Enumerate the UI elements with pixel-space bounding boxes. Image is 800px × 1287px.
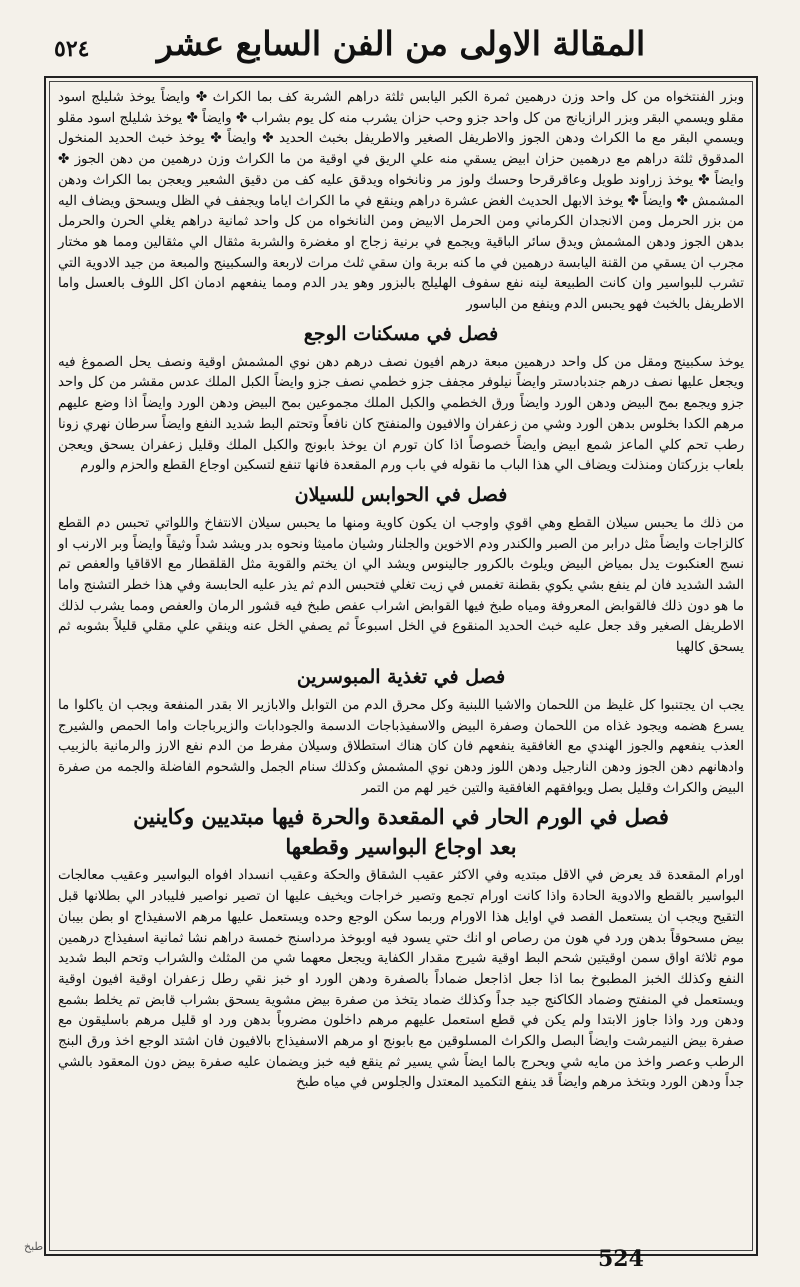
running-title: المقالة الاولى من الفن السابع عشر bbox=[156, 24, 646, 63]
section-title-line-2: بعد اوجاع البواسير وقطعها bbox=[285, 834, 517, 860]
paragraph-pain-relievers: يوخذ سكبينج ومقل من كل واحد درهمين مبعة درهم افيون نصف درهم دهن نوي المشمش اوقية ونصف يحل الصموغ فيه ويجعل عليها نصف درهم جندبادستر وايضاً نيلوفر مجفف جزو خطمي نصف جزو وايضاً الكبل الملك عدس مقشر من كل واحد جزو ويجمع بمح البيض ودهن الورد وايضاً ورق الخطمي والكبل الملك مجموعين بمح البيض ودهن الورد وايضاً اذا وضع عليهم مرهم الكدا بخلوس بدهن الورد وشي من زعفران والافيون والمنفتح كان نافعاً وتحتم البط شديد النفع وايضاً سرطان نهري زونا رطب تحم كلي الماعز شمع ابيض وايضاً خصوصاً اذا كان تورم ان يوخذ بابونج والكبل الملك وقليل زعفران يسحق ويعجن بلعاب بزركتان ومنذلت ويضاف الي هذا الباب ما نقوله في باب ورم المقعدة فانها تنفع لتسكين اوجاع القطع والحزم والورم bbox=[58, 354, 744, 474]
text-body bbox=[58, 88, 744, 1094]
paragraph-remedies: وبزر الفنتخواه من كل واحد وزن درهمين ثمرة الكبر اليابس ثلثة دراهم الشربة كف بما الكراث ✤ وايضاً يوخذ شليلج اسود مقلو ويسمي البقر وبزر الرازيانج من كل واحد جزو وحب حزان يشرب منه كل يوم بشراب ✤ وايضاً ✤ يوخذ شليلج اسود مقلو ويسمي البقر مع ما الكراث ودهن الجوز والاطريفل الصغير والاطريفل بخبث الحديد ✤ وايضاً ✤ يوخذ خبث الحديد المنخول المدقوق ثلثة دراهم مع درهمين حزان ابيض يسقي منه علي الريق في اوقية من ما الكراث وزن درهمين من دهن الجوز ✤ وايضاً ✤ يوخذ زراوند طويل وعاقرقرحا وحسك ولوز مر ونانخواه ويدقق عليه كف من دقيق الشعير ويعجن بما الكراث ودهن المشمش ✤ وايضاً ✤ يوخذ الابهل الحديث الغض عشرة دراهم وينقع في ما الكراث اياما ويجفف في الظل ويسحق ويضاف اليه من بزر الحرمل ومن الانجدان الكرماني ومن الحرمل الابيض ومن النانخواه من كل واحد ثمانية دراهم يغلي الحرن والحرمل بدهن الجوز ودهن المشمش ويدق سائر الباقية ويجمع في برنية زجاج او مغضرة والشربة مثقال الي مثقالين ومما هو مختار مجرب ان يسقي من القنة اليابسة درهمين في ما كنه بربة وان سقي ثلث مرات لاربعة والسكبينج والمبعة من جيد الادوية التي تشرب للبواسير وان كانت الطبيعة لينه نفع سفوف الهليلج بالبزور وهو يدر الدم ومما ينفعهم ادمان اكل اللوف بالعسل واما الاطريفل بالخبث فهو يحبس الدم وينفع من الباسور bbox=[58, 90, 744, 313]
section-title-diet: فصل في تغذية المبوسرين bbox=[296, 665, 506, 688]
paragraph-styptics: من ذلك ما يحبس سيلان القطع وهي اقوي واوجب ان يكون كاوية ومنها ما يحبس سيلان الانتفاخ واللواتي تحبس دم القطع كالزاجات وايضاً مثل درابر من الصبر والكندر ودم الاخوين والجلنار وشيان ماميثا ونحوه بدر ويشد شداً وثيقاً وايضاً وبر الارنب او نسج العنكبوت يدل بمياض البيض ويلوث بالكرور جالينوس ويشد الي ان يختم والقوية مثل القلقطار مع الاقاقيا والعفص تم الشد الشديد فان لم ينفع بشي يكوي بقطنة تغمس في زيت تغلي فتحبس الدم ثم يذر عليه الحابسة وفي هذا خطر التشنج واما ما هو دون ذلك فالقوابض المعروفة ومياه طبخ فيها القوابض اشراب عفص طبخ فيه قشور الرمان والعفص ومما يشرب لذلك الاطريفل الصغير وقد جعل عليه خبث الحديد المنقوع في الخل اسبوعاً ثم يصفي الخل عنه وينقي علي مقلي قليلاً بشوبه ثم يسحق كالهبا bbox=[58, 515, 744, 656]
section-title-styptics: فصل في الحوابس للسيلان bbox=[294, 483, 508, 506]
catchword: طبخ bbox=[24, 1240, 44, 1253]
text-frame bbox=[44, 76, 758, 1256]
paragraph-diet: يجب ان يجتنبوا كل غليظ من اللحمان والاشيا اللبنية وكل محرق الدم من التوابل والابازير الا بقدر المنفعة ويجب ان ياكلوا ما يسرع هضمه ويجود غذاه من اللحمان وصفرة البيض والاسفيذباجات الدسمة والجودابات والزيرباجات واما الحمص والشيرج العذب ينفعهم والجوز الهندي مع الغافقية ينفعهم فان كان هناك استطلاق وسيلان مفرط من الدم نفع الارز والرمانية بالزبيب وادهانهم دهن الجوز ودهن النارجيل ودهن اللوز ودهن نوي المشمش وكذلك سنام الجمل والشحوم الفاضلة والجمه من صفرة البيض والكراث وقليل بصل ويوافقهم الغافقية والتين خير لهم من التمر bbox=[58, 697, 744, 796]
page-number-bottom: 524 bbox=[598, 1246, 644, 1272]
section-title-pain-relievers: فصل في مسكنات الوجع bbox=[303, 322, 499, 345]
section-title-hot-swelling bbox=[58, 802, 744, 862]
page-header bbox=[44, 14, 758, 76]
section-title-line-1: فصل في الورم الحار في المقعدة والحرة فيها مبتديين وكاينين bbox=[133, 804, 669, 830]
page-number-top: ٥٢٤ bbox=[54, 36, 90, 62]
paragraph-hot-swelling: اورام المقعدة قد يعرض في الاقل مبتديه وفي الاكثر عقيب الشقاق والحكة وعقيب انسداد افواه البواسير وعقيب معالجات البواسير بالقطع والادوية الحادة واذا كانت اورام تجمع وتصير خراجات ويخيف عليها ان تصير نواصير فليبادر الي بطلانها قبل التقيح ويجب ان يستعمل الفصد في اوايل هذا الاورام وربما سكن الوجع وحده ويستعمل عليها مرهم الاسفيذاج او بطن بيبان بيض مسحوقاً بدهن ورد في هون من رصاص او انك حتي يسود فيه اوبوخذ مرداسنج خمسة دراهم نشا ثمانية اسفيذاج درهمين موم ثلاثة اواق سمن اوقيتين شحم البط اوقية شيرج مقدار الكفاية ويجعل معهما شي من المثلث والشراب وتحم البط شديد النفع وكذلك الخبز المطبوخ بما اذا جعل اذاجعل ضماداً بالصفرة ودهن الورد او خبز نقي رطل زعفران اوقية افيون اوقية ويستعمل في المنفتح وضماد الكاكنج جيد جداً وكذلك ضماد يتخذ من صفرة بيض مشوية يسحق بشراب قابض تم يخلط بشمع ودهن ورد واذا جاوز الابتدا ولم يكن في قطع استعمل عليهم مرهم داخلون مضروباً بدهن ورد او قليل مرهم باسليقون مع صفرة بيض النيمرشت وايضاً البصل والكراث المسلوقين مع بابونج او مرهم الاسفيذاج بالافيون فان اشتد الوجع اخذ ورق البنج الرطب وعصر واخذ من مايه شي ويحرج بالما ايضاً شي يسير ثم ينقع فيه خبز ويضمان عليه صفرة بيض دون المعقود بالشي جداً ودهن الورد وبتخذ مرهم وايضاً قد ينفع التكميد المعتدل والجلوس في مياه طبخ bbox=[58, 868, 744, 1091]
